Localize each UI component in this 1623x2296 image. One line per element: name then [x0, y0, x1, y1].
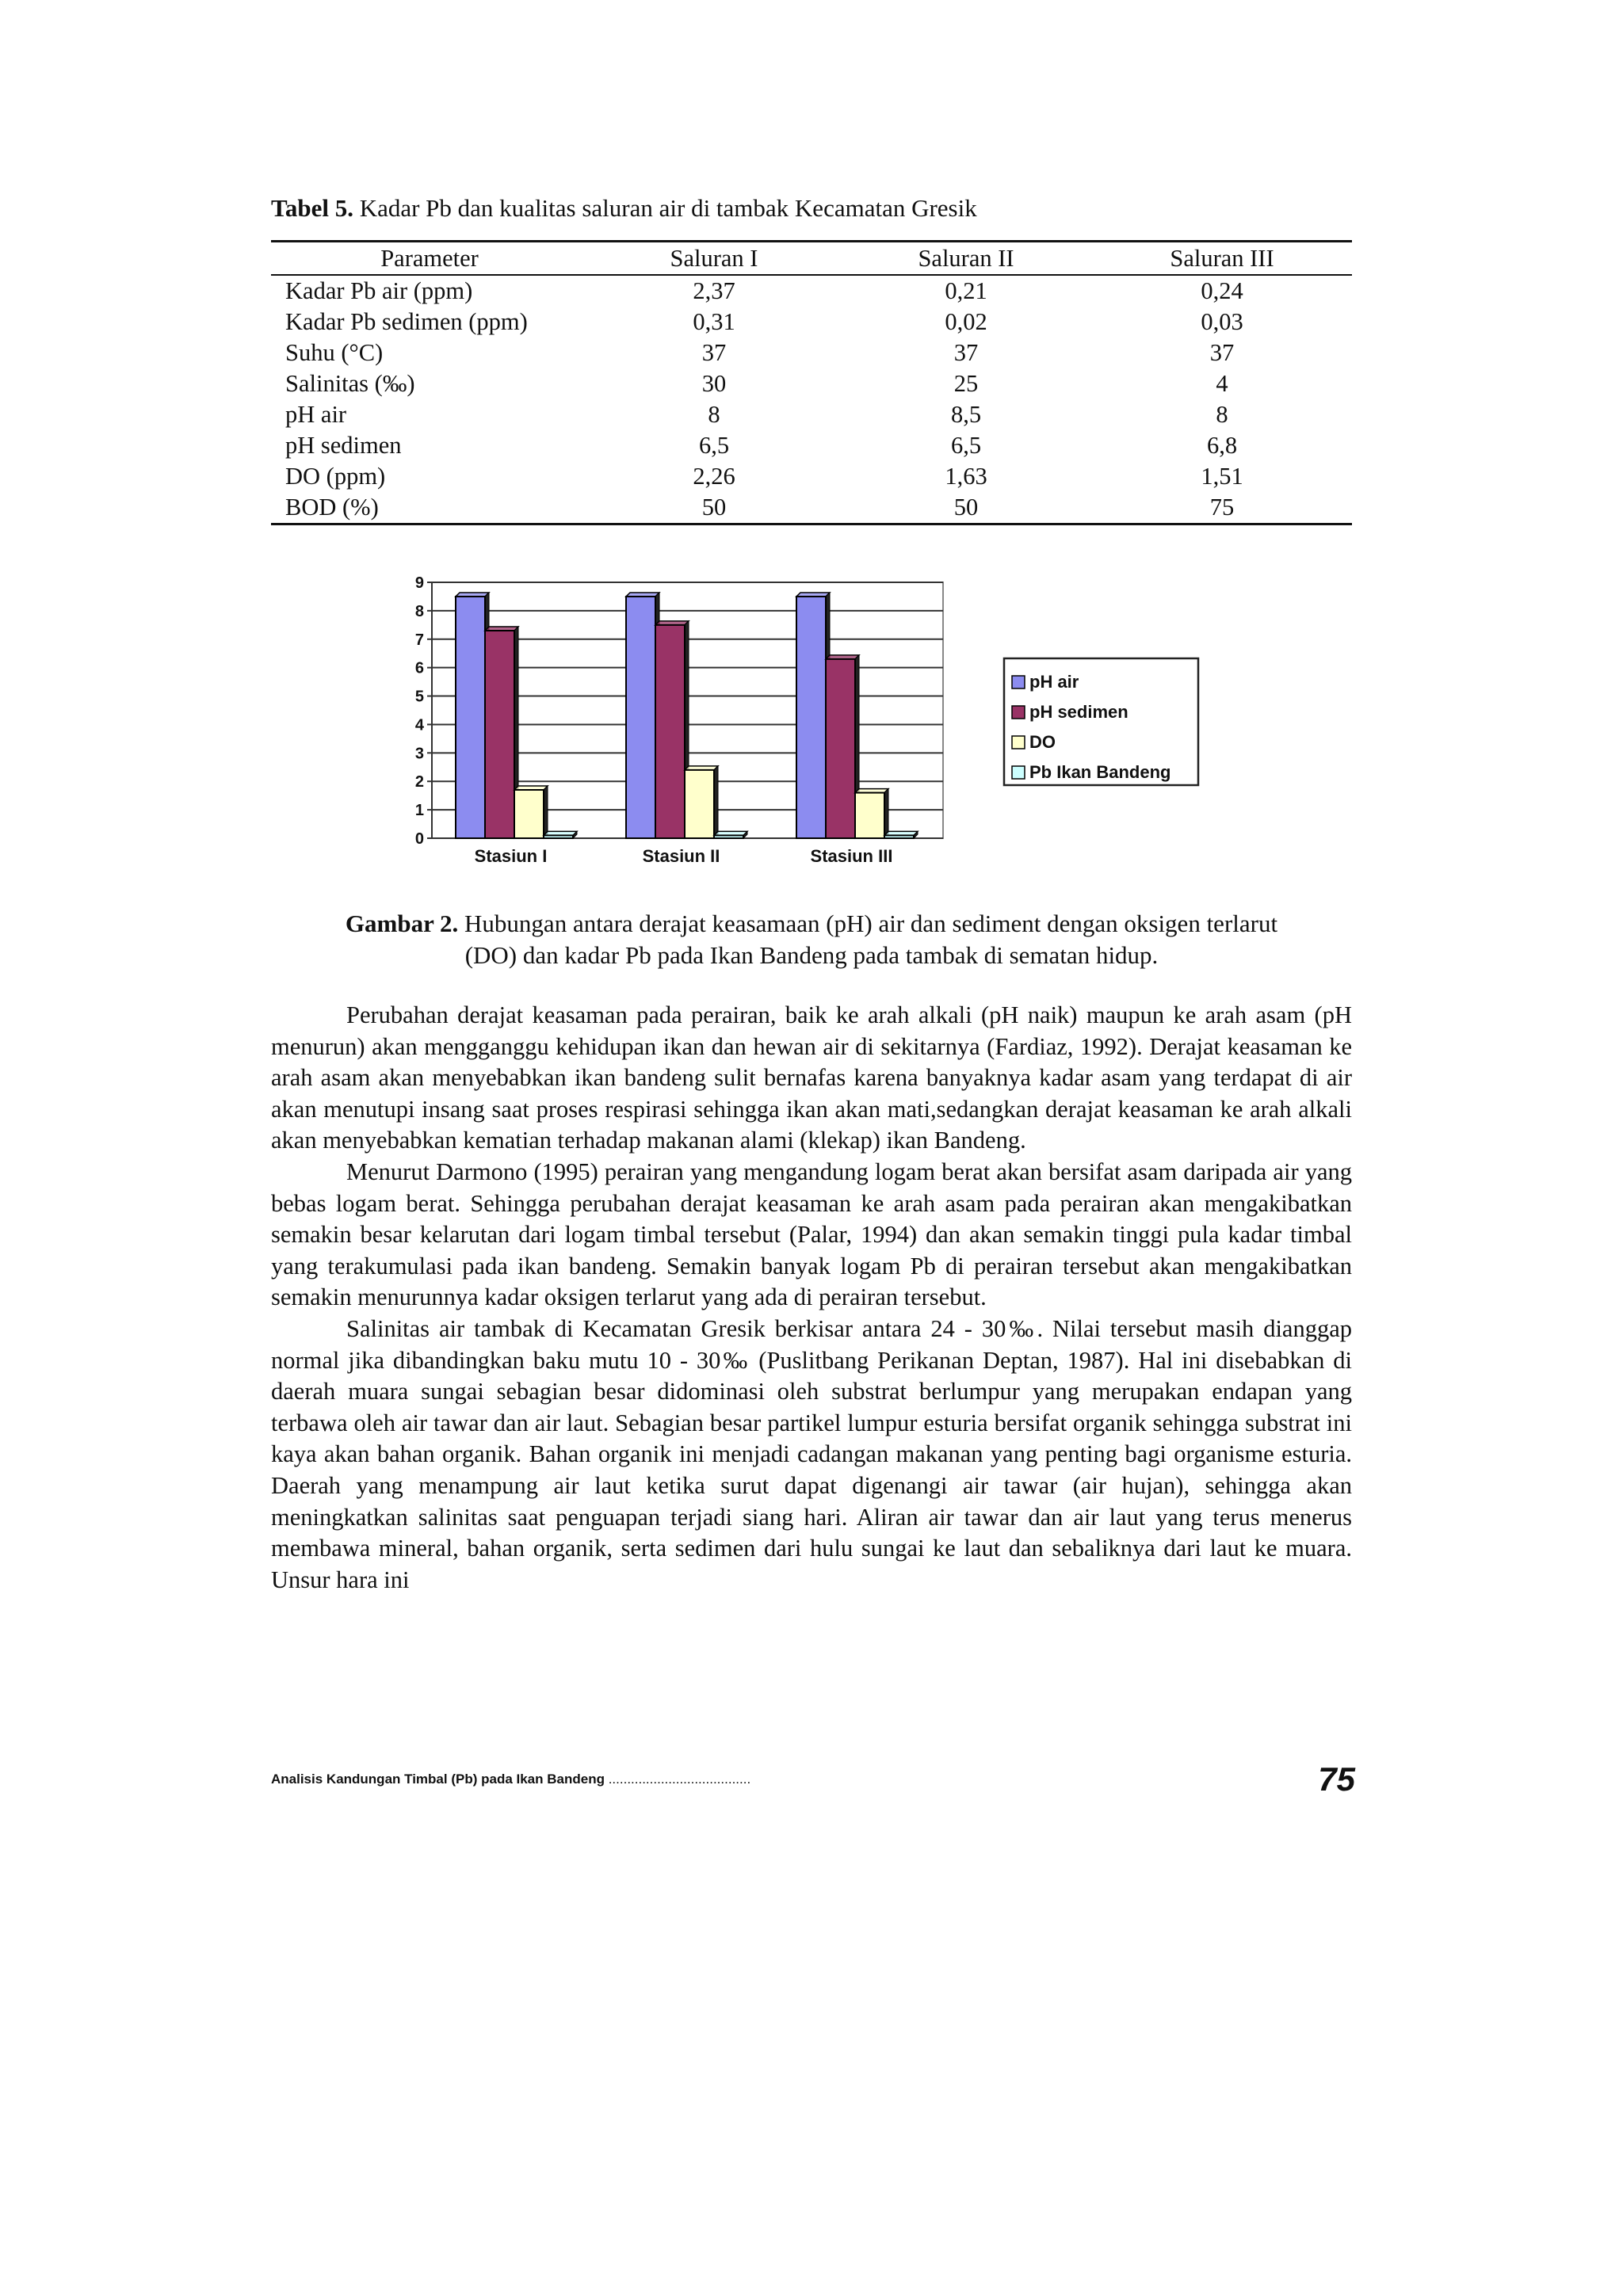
table-header-cell: Saluran III: [1092, 242, 1352, 276]
table-row: [271, 399, 1352, 430]
x-tick-label: Stasiun I: [474, 846, 548, 866]
bar: [685, 770, 714, 838]
table-cell: 75: [1092, 492, 1352, 524]
table-cell: 2,26: [693, 463, 735, 490]
table-cell: Suhu (°C): [285, 339, 384, 366]
table-cell: 6,8: [1206, 432, 1238, 459]
bar: [826, 659, 855, 838]
y-tick-label: 1: [414, 802, 424, 820]
legend-swatch: [1012, 676, 1025, 688]
y-tick-label: 3: [414, 745, 424, 763]
table-cell: 8: [708, 401, 720, 428]
figure-caption-label: Gambar 2.: [345, 910, 459, 937]
x-tick-label: Stasiun II: [642, 846, 720, 866]
figure-caption: [271, 908, 1352, 971]
table-cell: 6,5: [698, 432, 730, 459]
figure-caption-line-1: [271, 908, 1352, 940]
table-cell: DO (ppm): [285, 463, 386, 490]
y-tick-label: 7: [414, 631, 424, 649]
legend-swatch: [1012, 736, 1025, 749]
legend-swatch: [1012, 766, 1025, 779]
legend-label: pH air: [1029, 672, 1079, 692]
table-cell: Kadar Pb sedimen (ppm): [285, 308, 528, 335]
bar: [456, 597, 485, 838]
table-cell: 25: [953, 370, 979, 397]
table-row: [271, 368, 1352, 399]
table-cell: Salinitas (‰): [285, 370, 415, 397]
table-header-cell: Saluran I: [588, 242, 840, 276]
body-paragraph: Salinitas air tambak di Kecamatan Gresik berkisar antara 24 - 30‰. Nilai tersebut masih dianggap normal jika dibandingkan baku mutu 10 - 30‰ (Puslitbang Perikanan Deptan, 1987). Hal ini disebabkan di daerah muara sungai sebagian besar didominasi oleh substrat berlumpur yang merupakan endapan yang terbawa oleh air tawar dan air laut. Sebagian besar partikel lumpur esturia bersifat organik sehingga substrat ini kaya akan bahan organik. Bahan organik ini menjadi cadangan makanan yang penting bagi organisme esturia. Daerah yang menampung air laut ketika surut dapat digenangi air tawar (air hujan), sehingga akan meningkatkan salinitas saat penguapan terjadi siang hari. Aliran air tawar dan air laut yang terus menerus membawa mineral, bahan organik, serta sedimen dari hulu sungai ke laut dan sebaliknya dari laut ke muara. Unsur hara ini: [271, 1314, 1352, 1593]
x-tick-label: Stasiun III: [810, 846, 893, 866]
bar: [714, 835, 743, 838]
table-header-row: [271, 242, 1352, 276]
y-tick-label: 0: [414, 830, 424, 848]
bar: [514, 790, 544, 838]
table-cell: pH air: [285, 401, 347, 428]
legend-label: DO: [1029, 732, 1056, 752]
table-cell: 1,51: [1201, 463, 1243, 490]
table-cell: 30: [701, 370, 727, 397]
table-caption: [271, 193, 1352, 224]
table-row: [271, 492, 1352, 524]
legend-label: Pb Ikan Bandeng: [1029, 762, 1171, 782]
table-cell: 2,37: [693, 277, 735, 304]
table-cell: 0,31: [693, 308, 735, 335]
figure-caption-text-1: Hubungan antara derajat keasamaan (pH) air dan sediment dengan oksigen terlarut: [464, 910, 1278, 937]
body-paragraph: Menurut Darmono (1995) perairan yang mengandung logam berat akan bersifat asam daripada air yang bebas logam berat. Sehingga perubahan derajat keasaman ke arah asam pada perairan akan mengakibatkan semakin besar kelarutan dari logam timbal tersebut (Palar, 1994) dan akan semakin tinggi pula kadar timbal yang terakumulasi pada ikan bandeng. Semakin banyak logam Pb di perairan tersebut akan mengakibatkan semakin menurunnya kadar oksigen terlarut yang ada di perairan tersebut.: [271, 1158, 1352, 1311]
legend-swatch: [1012, 706, 1025, 719]
table-header-cell: Saluran II: [840, 242, 1092, 276]
table-cell: 1,63: [945, 463, 987, 490]
bar: [485, 631, 514, 838]
table-cell: pH sedimen: [285, 432, 402, 459]
table-row: [271, 307, 1352, 338]
table-cell: 37: [1209, 339, 1235, 366]
bar-chart: [400, 569, 1209, 878]
table-cell: 0,03: [1201, 308, 1243, 335]
table-cell: 0,24: [1201, 277, 1243, 304]
body-paragraph: Perubahan derajat keasaman pada perairan, baik ke arah alkali (pH naik) maupun ke arah asam (pH menurun) akan mengganggu kehidupan ikan dan hewan air di sekitarnya (Fardiaz, 1992). Derajat keasaman ke arah asam akan menyebabkan ikan bandeng sulit bernafas karena banyaknya kadar asam yang terdapat di air akan menutupi insang saat proses respirasi sehingga ikan akan mati,sedangkan derajat keasaman ke arah alkali akan menyebabkan kematian terhadap makanan alami (klekap) ikan Bandeng.: [271, 1001, 1352, 1154]
running-footer-title: Analisis Kandungan Timbal (Pb) pada Ikan Bandeng: [271, 1772, 605, 1787]
body-text: [271, 1000, 1352, 1596]
table-cell: 37: [953, 339, 979, 366]
y-tick-label: 9: [414, 574, 424, 592]
legend-label: pH sedimen: [1029, 702, 1128, 722]
table-caption-label: Tabel 5.: [271, 194, 353, 222]
table-header-cell: Parameter: [271, 242, 588, 276]
data-table: [271, 240, 1352, 525]
y-tick-label: 5: [414, 688, 424, 706]
table-cell: Kadar Pb air (ppm): [285, 277, 473, 304]
table-row: [271, 275, 1352, 307]
y-tick-label: 8: [414, 602, 424, 620]
table-cell: 50: [840, 492, 1092, 524]
table-cell: 0,21: [945, 277, 987, 304]
table-cell: 0,02: [945, 308, 987, 335]
table-cell: 6,5: [950, 432, 982, 459]
table-cell: 37: [701, 339, 727, 366]
y-tick-label: 6: [414, 659, 424, 677]
bar: [855, 793, 884, 838]
table-cell: 50: [588, 492, 840, 524]
table-cell: 4: [1216, 370, 1228, 397]
table-row: [271, 430, 1352, 461]
table-row: [271, 338, 1352, 368]
table-row: [271, 461, 1352, 492]
table-cell: 8: [1216, 401, 1228, 428]
bar: [655, 625, 685, 838]
bar: [884, 835, 914, 838]
page-number: 75: [1318, 1760, 1355, 1798]
table-cell: BOD (%): [271, 492, 588, 524]
figure-caption-text-2: (DO) dan kadar Pb pada Ikan Bandeng pada tambak di sematan hidup.: [464, 941, 1159, 969]
y-tick-label: 4: [414, 716, 424, 734]
y-tick-label: 2: [414, 773, 424, 791]
running-footer: [271, 1772, 750, 1787]
table-cell: 8,5: [950, 401, 982, 428]
table-caption-text: Kadar Pb dan kualitas saluran air di tambak Kecamatan Gresik: [359, 194, 977, 222]
bar: [796, 597, 826, 838]
running-footer-dots: ......................................: [608, 1772, 751, 1787]
bar: [544, 835, 573, 838]
bar: [626, 597, 655, 838]
